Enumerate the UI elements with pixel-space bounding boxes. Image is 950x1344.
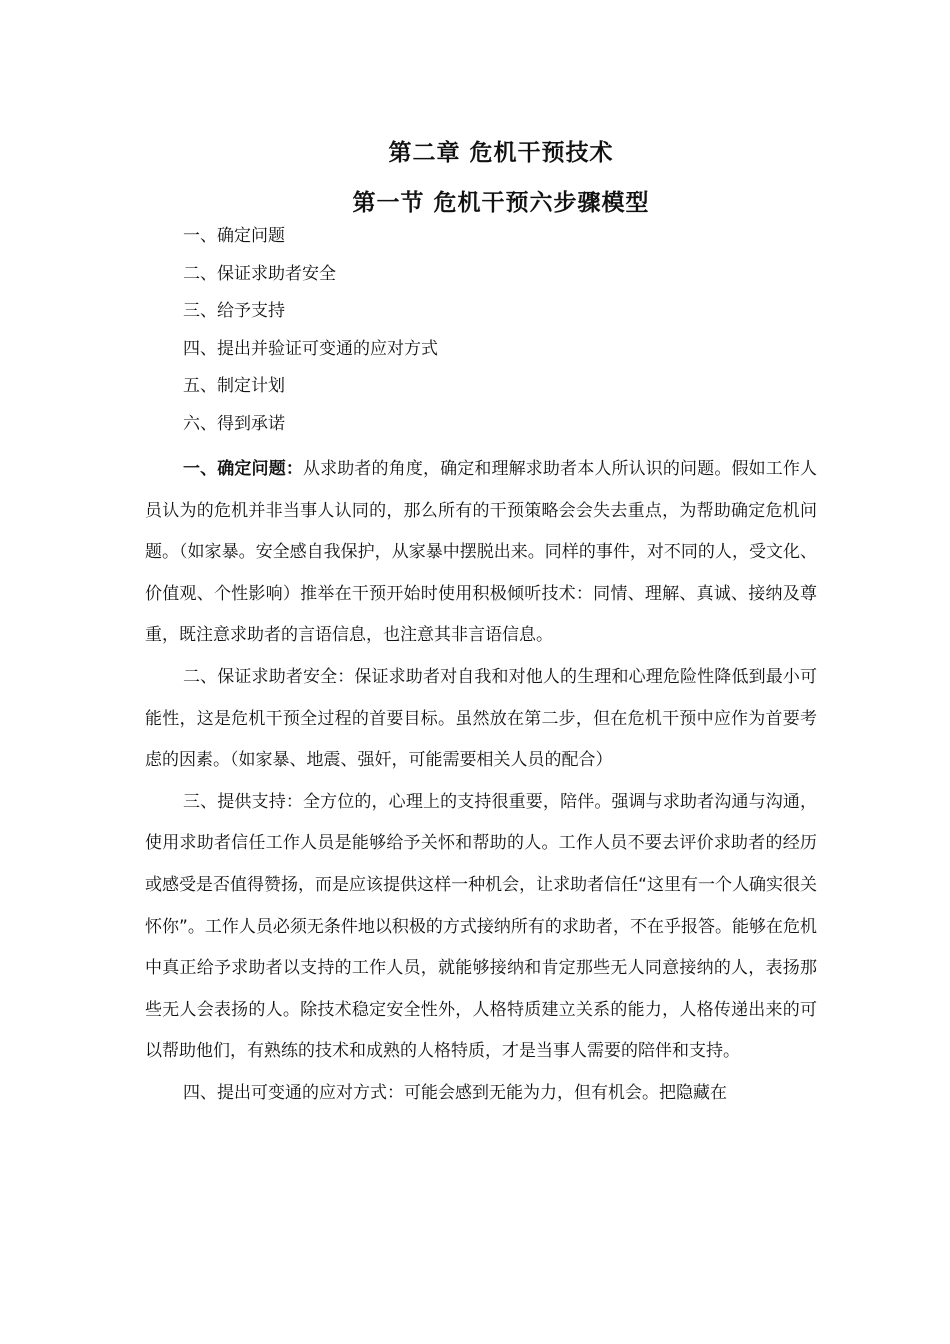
section-title: 第一节 危机干预六步骤模型 [352,190,650,216]
paragraph-text: 可能会感到无能为力，但有机会。把隐藏在 [404,1082,727,1103]
paragraph-text: 全方位的，心理上的支持很重要，陪伴。强调与求助者沟通与沟通，使用求助者信任工作人员是能够给予关怀和帮助的人。工作人员不要去评价求助者的经历或感受是否值得赞扬，而是应该提供这样一种机会，让求助者信任“这里有一个人确实很关怀你”。工作人员必须无条件地以积极的方式接纳所有的求助者，不在乎报答。能够在危机中真正给予求助者以支持的工作人员，就能够接纳和肯定那些无人同意接纳的人，表扬那些无人会表扬的人。除技术稳定安全性外，人格特质建立关系的能力，人格传递出来的可以帮助他们，有熟练的技术和成熟的人格特质，才是当事人需要的陪伴和支持。 [145,791,818,1062]
paragraph-lead: 一、确定问题： [183,459,303,479]
step-item-2: 二、保证求助者安全 [183,263,336,284]
paragraph-lead: 四、提出可变通的应对方式： [183,1082,404,1103]
paragraph-lead: 三、提供支持： [183,791,303,812]
paragraph-ensure-safety [145,657,817,782]
paragraph-lead: 二、保证求助者安全： [183,666,355,687]
step-item-6: 六、得到承诺 [183,413,285,434]
paragraph-text: 从求助者的角度，确定和理解求助者本人所认识的问题。假如工作人员认为的危机并非当事人认同的，那么所有的干预策略会会失去重点，为帮助确定危机问题。（如家暴。安全感自我保护，从家暴中摆脱出来。同样的事件，对不同的人，受文化、价值观、个性影响）推举在干预开始时使用积极倾听技术：同情、理解、真诚、接纳及尊重，既注意求助者的言语信息，也注意其非言语信息。 [145,459,818,646]
body-text [145,449,817,1115]
step-item-4: 四、提出并验证可变通的应对方式 [183,338,438,359]
paragraph-text: 保证求助者对自我和对他人的生理和心理危险性降低到最小可能性，这是危机干预全过程的首要目标。虽然放在第二步，但在危机干预中应作为首要考虑的因素。（如家暴、地震、强奸，可能需要相关人员的配合） [145,666,818,771]
paragraph-provide-support [145,782,817,1073]
paragraph-alternatives [145,1073,817,1115]
paragraph-define-problem [145,449,817,657]
steps-list [183,223,438,449]
chapter-title: 第二章 危机干预技术 [388,140,614,166]
step-item-1: 一、确定问题 [183,226,285,246]
step-item-5: 五、制定计划 [183,376,285,397]
step-item-3: 三、给予支持 [183,301,285,322]
